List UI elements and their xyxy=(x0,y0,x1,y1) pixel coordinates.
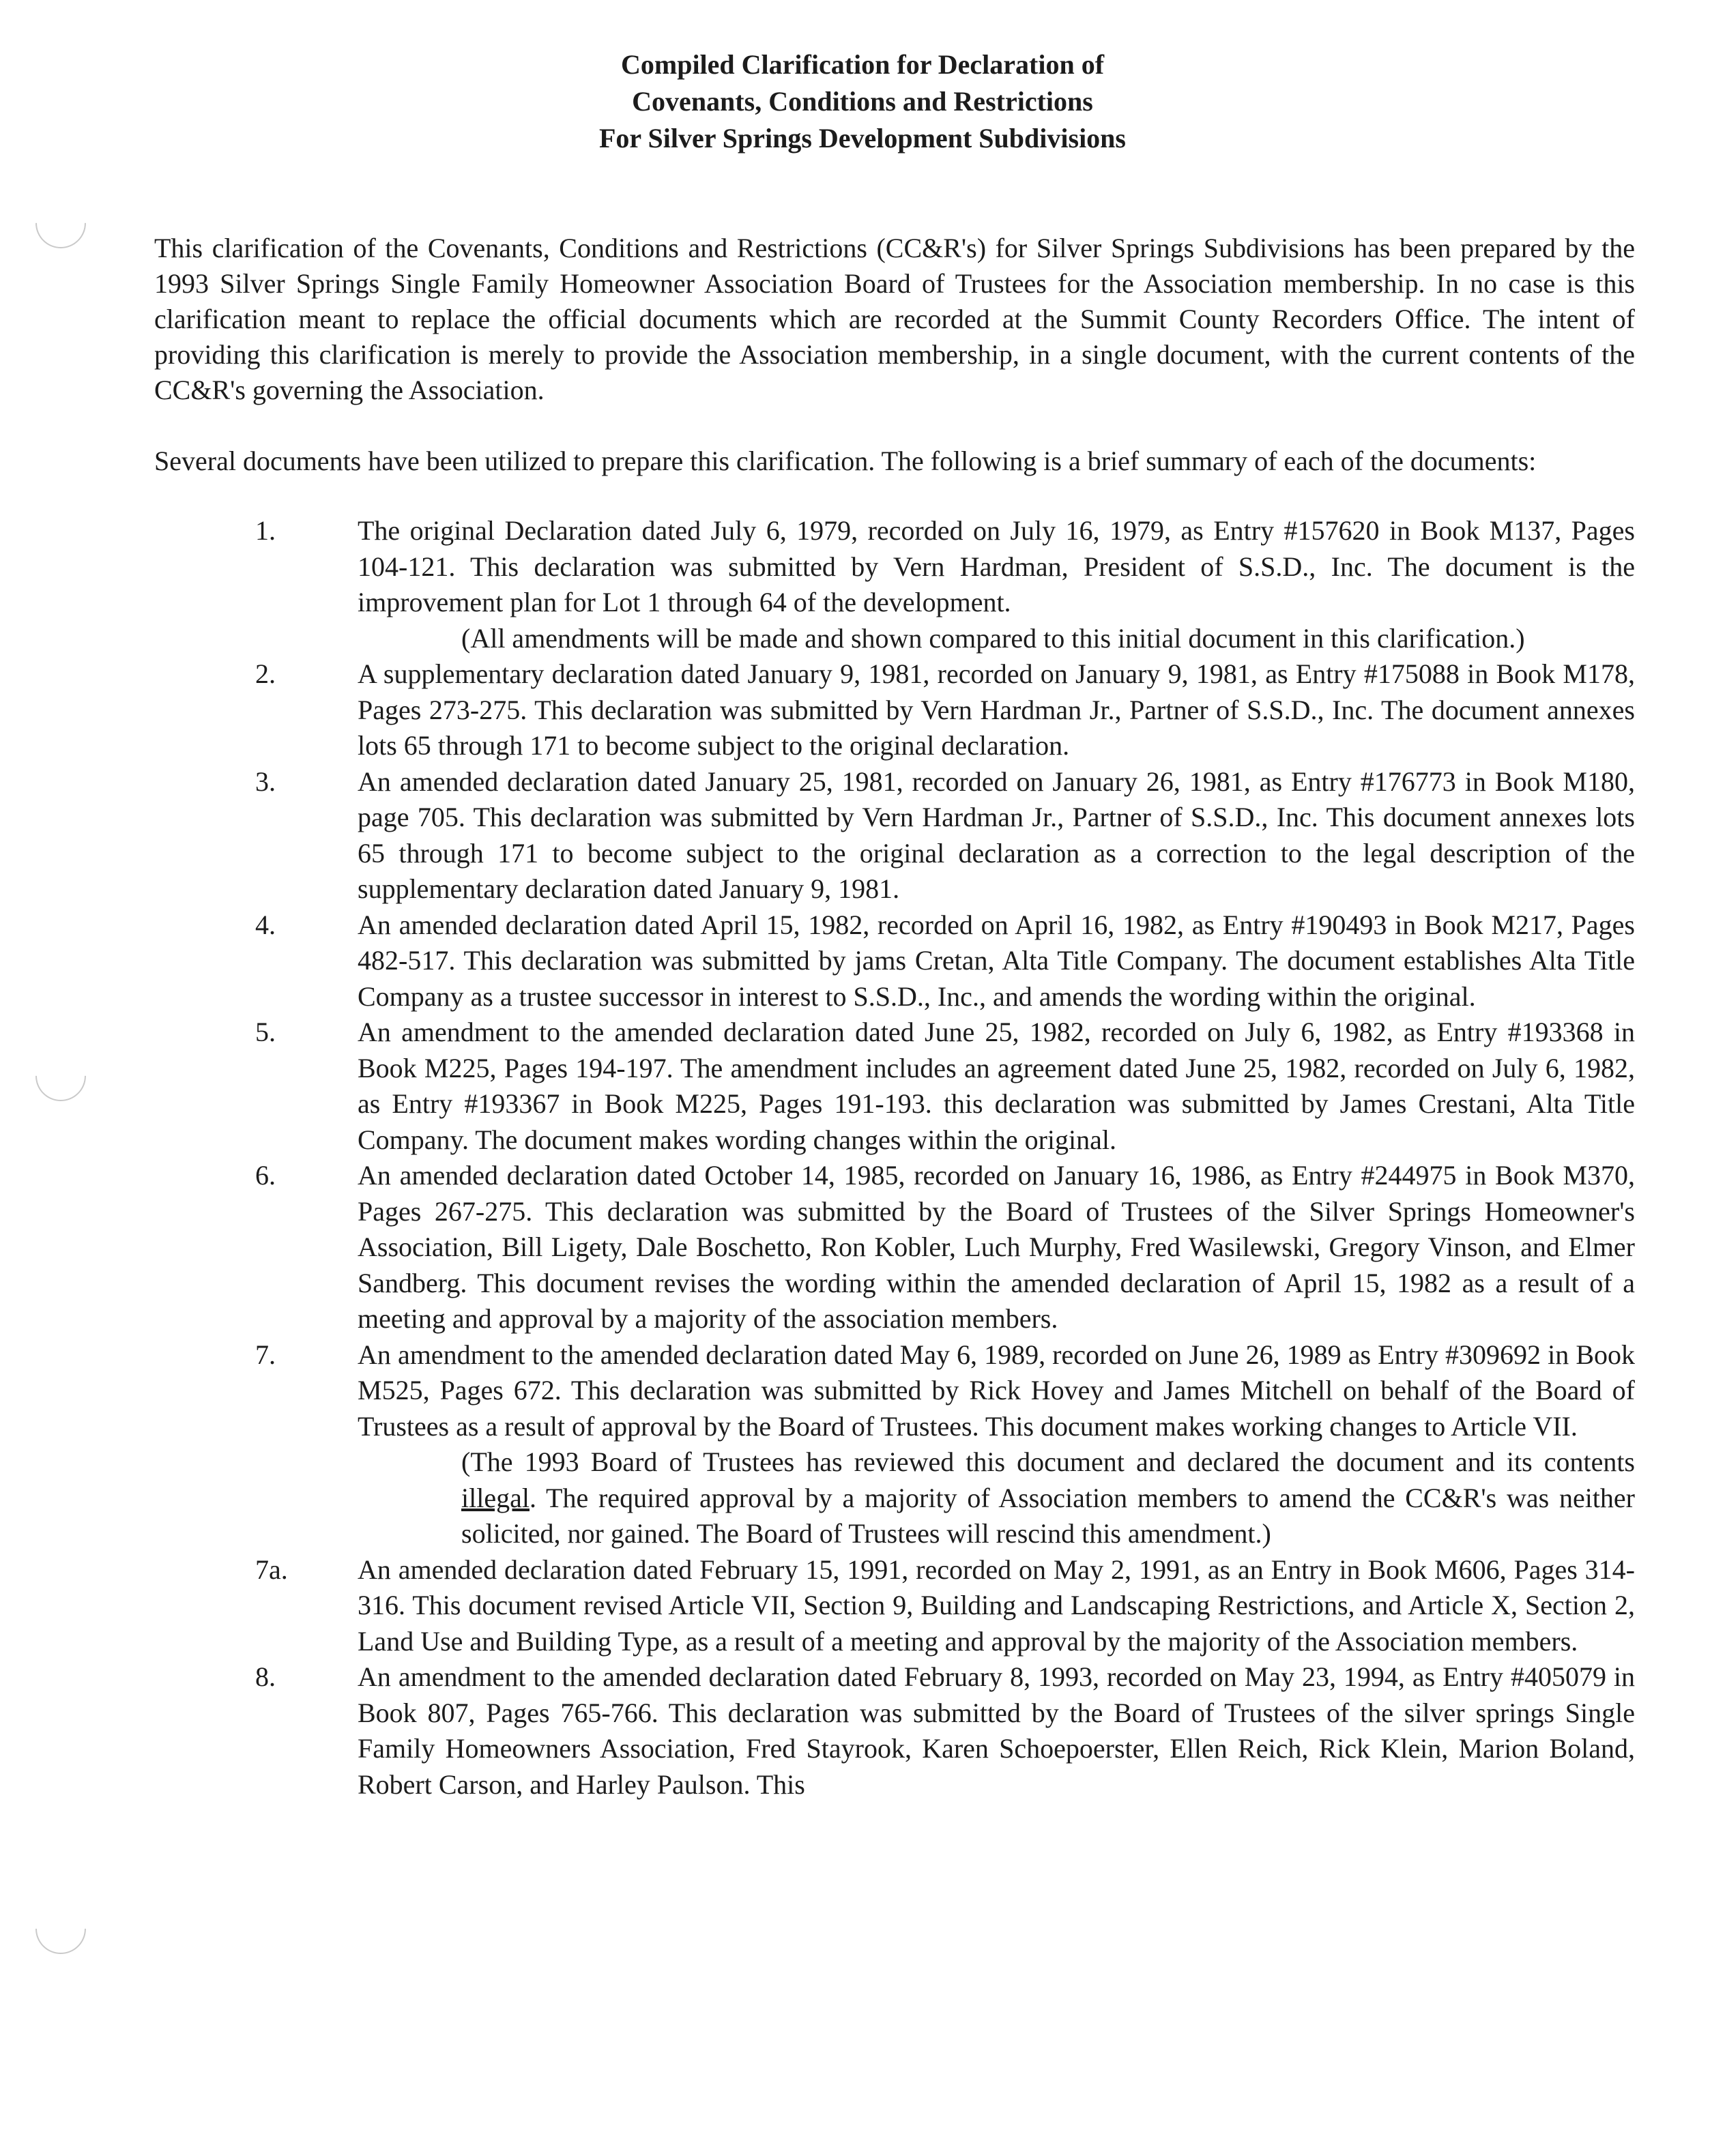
title-line: Compiled Clarification for Declaration of xyxy=(620,49,1105,80)
item-text: An amendment to the amended declaration dated February 8, 1993, recorded on May 23, 1994, as Entry #405079 in Book 807, Pages 765-766. This declaration was submitted by the Board of Trustees of the silver springs Single Family Homeowners Association, Fred Stayrook, Karen Schoepoerster, Ellen Reich, Rick Klein, Marion Boland, Robert Carson, and Harley Paulson. This xyxy=(358,1661,1635,1800)
item-number: 7. xyxy=(255,1339,276,1370)
note-text: . The required approval by a majority of Association members to amend the CC&R's was neither solicited, nor gained. The Board of Trustees will rescind this amendment.) xyxy=(461,1482,1635,1549)
item-number: 4. xyxy=(255,909,276,940)
item-text: An amendment to the amended declaration dated June 25, 1982, recorded on July 6, 1982, as Entry #193368 in Book M225, Pages 194-197. The amendment includes an agreement dated June 25, 1982, recorded on July 6, 1982, as Entry #193367 in Book M225, Pages 191-193. this declaration was submitted by James Crestani, Alta Title Company. The document makes wording changes within the original. xyxy=(358,1017,1635,1155)
item-note: (All amendments will be made and shown compared to this initial document in this clarification.) xyxy=(461,622,1525,654)
list-item xyxy=(154,1337,1635,1552)
punch-hole-mark xyxy=(25,1040,97,1112)
summary-intro: Several documents have been utilized to prepare this clarification. The following is a brief summary of each of the documents: xyxy=(154,446,1537,476)
title-line: For Silver Springs Development Subdivisions xyxy=(599,123,1126,154)
title-line: Covenants, Conditions and Restrictions xyxy=(632,86,1093,117)
item-number: 2. xyxy=(255,658,276,689)
item-number: 8. xyxy=(255,1661,276,1692)
item-number: 1. xyxy=(255,515,276,546)
item-number: 7a. xyxy=(255,1554,288,1585)
item-text: An amended declaration dated January 25, 1981, recorded on January 26, 1981, as Entry #176773 in Book M180, page 705. This declaration was submitted by Vern Hardman Jr., Partner of S.S.D., Inc. This document annexes lots 65 through 171 to become subject to the original declaration as a correction to the legal description of the supplementary declaration dated January 9, 1981. xyxy=(358,766,1635,904)
item-text: An amendment to the amended declaration dated May 6, 1989, recorded on June 26, 1989 as Entry #309692 in Book M525, Pages 672. This declaration was submitted by Rick Hovey and James Mitchell on behalf of the Board of Trustees as a result of approval by the Board of Trustees. This document makes working changes to Article VII. xyxy=(358,1339,1635,1442)
item-text: The original Declaration dated July 6, 1979, recorded on July 16, 1979, as Entry #157620 in Book M137, Pages 104-121. This declaration was submitted by Vern Hardman, President of S.S.D., Inc. The document is the improvement plan for Lot 1 through 64 of the development. xyxy=(358,515,1635,617)
punch-hole-mark xyxy=(25,188,97,259)
list-item xyxy=(154,764,1635,907)
item-note xyxy=(461,1444,1635,1552)
item-number: 3. xyxy=(255,766,276,797)
item-text: An amended declaration dated October 14, 1985, recorded on January 16, 1986, as Entry #244975 in Book M370, Pages 267-275. This declaration was submitted by the Board of Trustees of the Silver Springs Homeowner's Association, Bill Ligety, Dale Boschetto, Ron Kobler, Luch Murphy, Fred Wasilewski, Gregory Vinson, and Elmer Sandberg. This document revises the wording within the amended declaration of April 15, 1982 as a result of a meeting and approval by a majority of the association members. xyxy=(358,1160,1635,1334)
item-number: 6. xyxy=(255,1160,276,1191)
note-text: (The 1993 Board of Trustees has reviewed this document and declared the document and its contents xyxy=(461,1446,1635,1477)
list-item xyxy=(154,907,1635,1015)
list-item xyxy=(154,656,1635,764)
underlined-word: illegal xyxy=(461,1482,530,1513)
document-list xyxy=(154,513,1635,1803)
item-number: 5. xyxy=(255,1017,276,1047)
item-text: An amended declaration dated February 15, 1991, recorded on May 2, 1991, as an Entry in Book M606, Pages 314-316. This document revised Article VII, Section 9, Building and Landscaping Restrictions, and Article X, Section 2, Land Use and Building Type, as a result of a meeting and approval by the majority of the Association members. xyxy=(358,1554,1635,1657)
list-item xyxy=(154,1015,1635,1158)
list-item xyxy=(154,1158,1635,1337)
document-title xyxy=(0,46,1725,157)
list-item xyxy=(154,1552,1635,1660)
punch-hole-mark xyxy=(25,1893,97,1965)
item-text: A supplementary declaration dated January 9, 1981, recorded on January 9, 1981, as Entry #175088 in Book M178, Pages 273-275. This declaration was submitted by Vern Hardman Jr., Partner of S.S.D., Inc. The document annexes lots 65 through 171 to become subject to the original declaration. xyxy=(358,658,1635,761)
list-item xyxy=(154,1659,1635,1803)
intro-paragraph: This clarification of the Covenants, Conditions and Restrictions (CC&R's) for Silver Springs Subdivisions has been prepared by the 1993 Silver Springs Single Family Homeowner Association Board of Trustees for the Association membership. In no case is this clarification meant to replace the official documents which are recorded at the Summit County Recorders Office. The intent of providing this clarification is merely to provide the Association membership, in a single document, with the current contents of the CC&R's governing the Association. xyxy=(154,233,1635,405)
list-item xyxy=(154,513,1635,656)
item-text: An amended declaration dated April 15, 1982, recorded on April 16, 1982, as Entry #190493 in Book M217, Pages 482-517. This declaration was submitted by jams Cretan, Alta Title Company. The document establishes Alta Title Company as a trustee successor in interest to S.S.D., Inc., and amends the wording within the original. xyxy=(358,909,1635,1012)
